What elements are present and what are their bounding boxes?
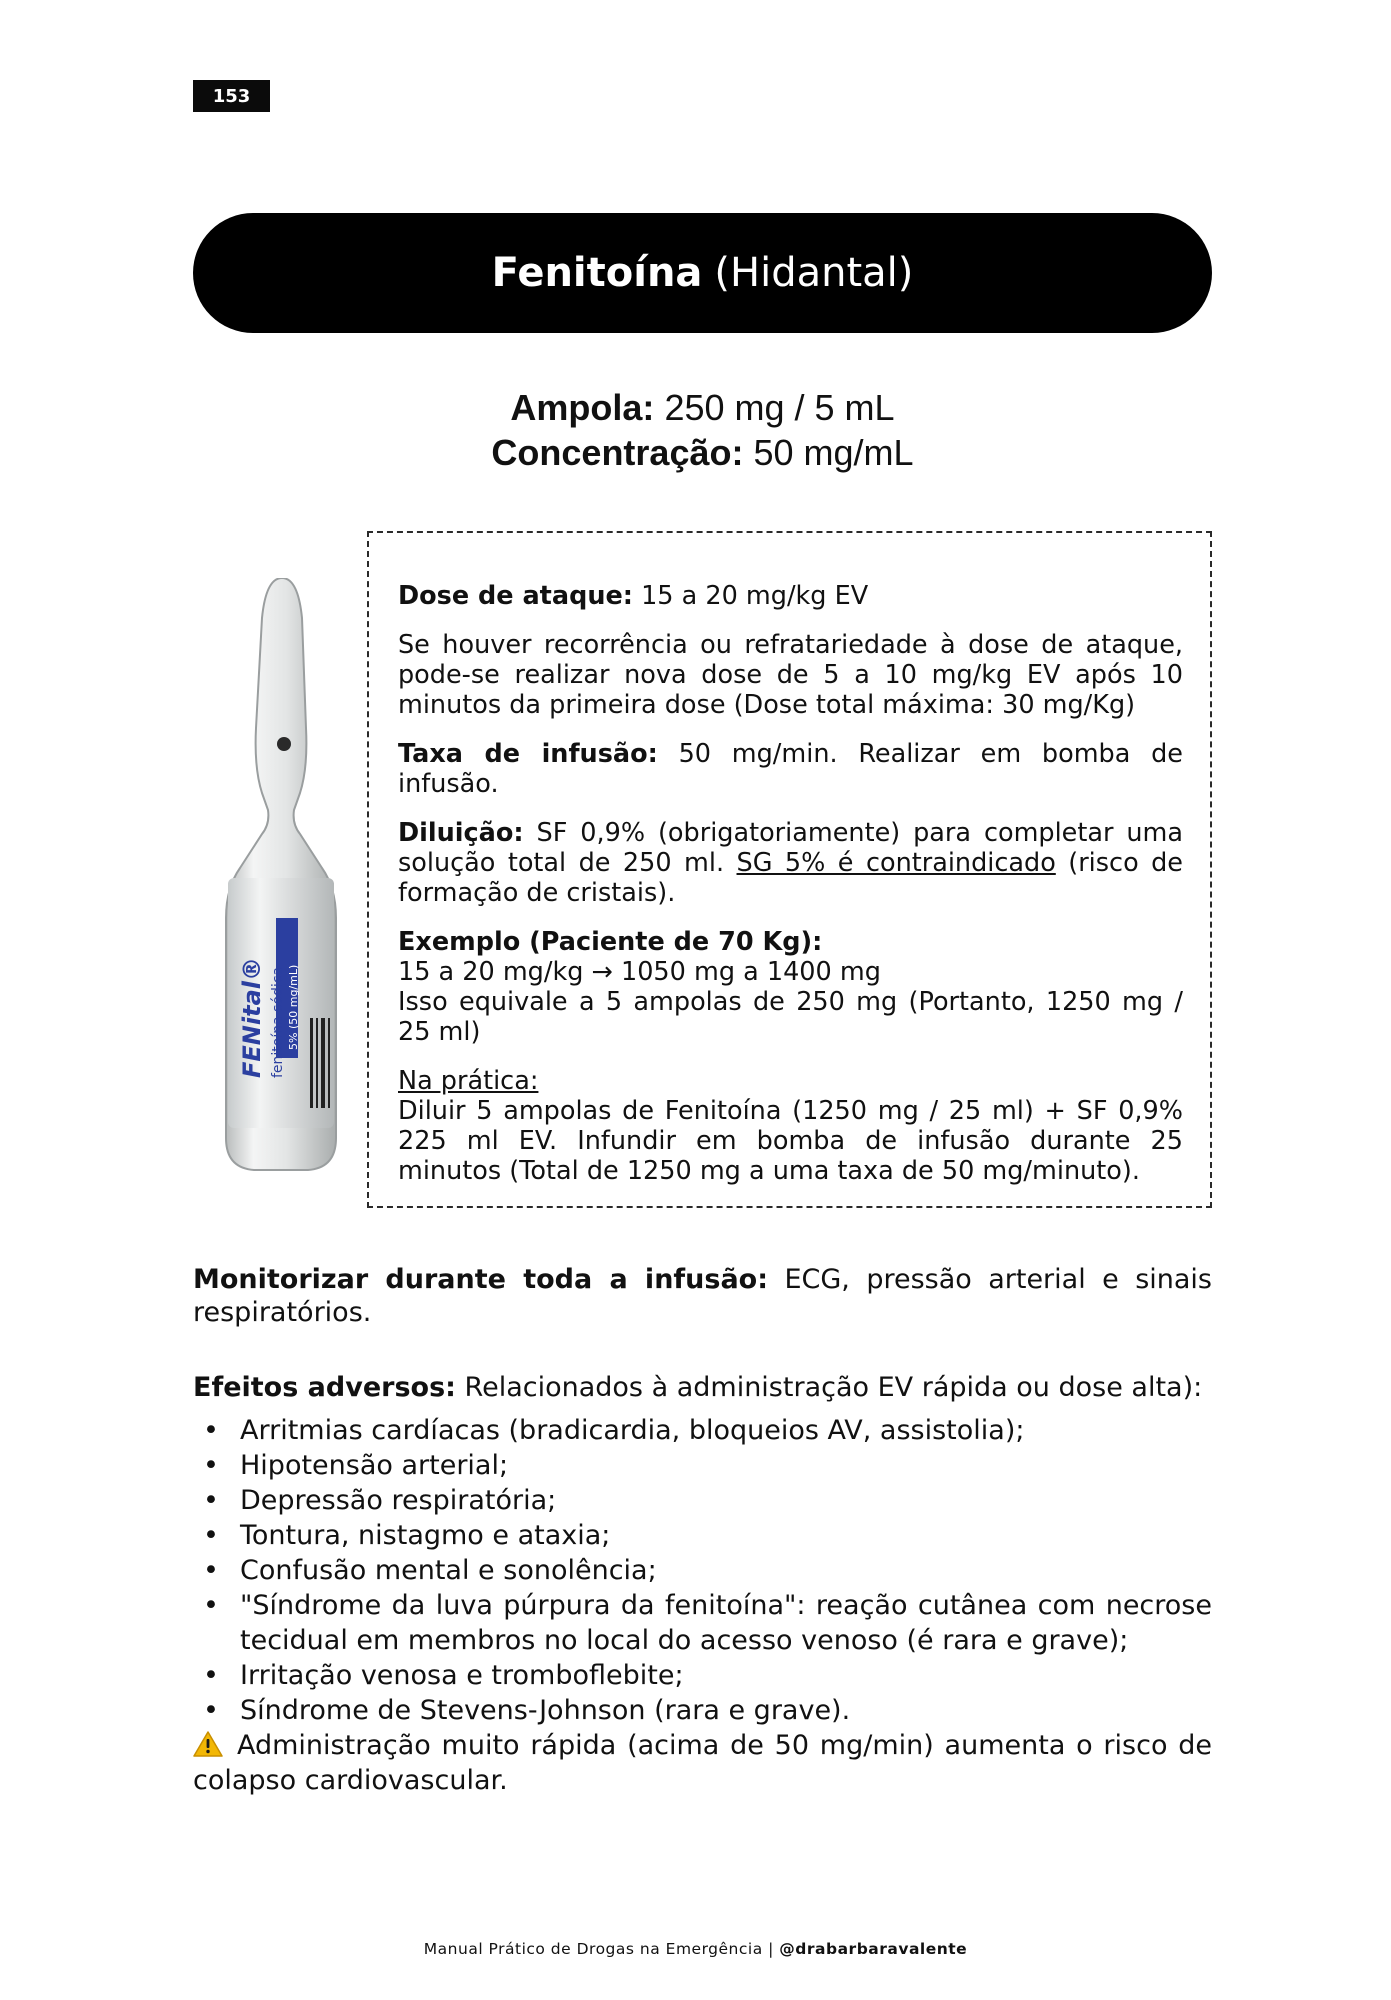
loading-dose-label: Dose de ataque: <box>398 581 633 611</box>
bullet: • <box>203 1450 219 1481</box>
bullet: • <box>203 1660 219 1691</box>
monitoring-label: Monitorizar durante toda a infusão: <box>193 1264 769 1295</box>
list-item-text: Depressão respiratória; <box>240 1485 557 1516</box>
ampoule-label: Ampola: <box>510 387 655 428</box>
bullet: • <box>203 1695 219 1726</box>
dilution-warning: SG 5% é contraindicado <box>736 848 1056 878</box>
list-item <box>193 1448 1212 1483</box>
brand-name: (Hidantal) <box>714 250 914 296</box>
vial-strength: 5% (50 mg/mL) <box>287 964 300 1050</box>
list-item-text: Hipotensão arterial; <box>240 1450 509 1481</box>
page-title <box>193 213 1212 333</box>
list-item <box>193 1518 1212 1553</box>
list-item-text: "Síndrome da luva púrpura da fenitoína": reação cutânea com necrose tecidual em membros no local do acesso venoso (é rara e grave); <box>240 1590 1212 1656</box>
list-item-text: Síndrome de Stevens-Johnson (rara e grave). <box>240 1695 851 1726</box>
monitoring-text: ECG, pressão arterial e sinais respiratórios. <box>193 1264 1212 1328</box>
loading-dose <box>398 581 1183 611</box>
adverse-label: Efeitos adversos: <box>193 1372 456 1403</box>
practice-label: Na prática: <box>398 1066 539 1096</box>
practice-text: Diluir 5 ampolas de Fenitoína (1250 mg / 25 ml) + SF 0,9% 225 ml EV. Infundir em bomba de infusão durante 25 minutos (Total de 1250 mg a uma taxa de 50 mg/minuto). <box>398 1096 1183 1186</box>
ampoule-dot <box>277 737 291 751</box>
ampoule-image <box>210 578 350 1173</box>
footer <box>0 1940 1391 1958</box>
warning-icon <box>193 1731 223 1757</box>
warning-note <box>193 1728 1212 1798</box>
list-item <box>193 1413 1212 1448</box>
loading-dose-value: 15 a 20 mg/kg EV <box>641 581 869 611</box>
practice <box>398 1066 1183 1186</box>
infusion-rate <box>398 739 1183 799</box>
bullet: • <box>203 1555 219 1586</box>
bullet: • <box>203 1590 219 1621</box>
list-item <box>193 1553 1212 1588</box>
footer-handle: @drabarbaravalente <box>779 1940 968 1958</box>
example-line-2: Isso equivale a 5 ampolas de 250 mg (Portanto, 1250 mg / 25 ml) <box>398 987 1183 1047</box>
list-item <box>193 1658 1212 1693</box>
list-item <box>193 1693 1212 1728</box>
concentration-label: Concentração: <box>491 432 744 473</box>
dilution-label: Diluição: <box>398 818 524 848</box>
dosage-box <box>367 531 1212 1208</box>
adverse-intro-text: Relacionados à administração EV rápida ou dose alta): <box>464 1372 1203 1403</box>
list-item-text: Confusão mental e sonolência; <box>240 1555 657 1586</box>
ampoule-value: 250 mg / 5 mL <box>664 387 895 428</box>
adverse-intro <box>193 1370 1212 1405</box>
bullet: • <box>203 1485 219 1516</box>
recurrence-note: Se houver recorrência ou refratariedade à dose de ataque, pode-se realizar nova dose de 5 a 10 mg/kg EV após 10 minutos da primeira dose (Dose total máxima: 30 mg/Kg) <box>398 630 1183 720</box>
list-item-text: Tontura, nistagmo e ataxia; <box>240 1520 611 1551</box>
bullet: • <box>203 1520 219 1551</box>
adverse-list <box>193 1413 1212 1728</box>
footer-text: Manual Prático de Drogas na Emergência | <box>423 1940 774 1958</box>
example-label: Exemplo (Paciente de 70 Kg): <box>398 927 823 957</box>
drug-name: Fenitoína <box>491 250 703 296</box>
ampoule-line <box>193 385 1212 430</box>
vial-brand: FENital® <box>238 957 266 1078</box>
example-line-1: 15 a 20 mg/kg → 1050 mg a 1400 mg <box>398 957 881 987</box>
dilution <box>398 818 1183 908</box>
concentration-line <box>193 430 1212 475</box>
list-item-text: Arritmias cardíacas (bradicardia, bloqueios AV, assistolia); <box>240 1415 1025 1446</box>
dilution-reason: (risco de formação de cristais). <box>398 848 1183 908</box>
presentation-summary <box>193 385 1212 475</box>
page-number: 153 <box>193 80 270 112</box>
monitoring <box>193 1263 1212 1329</box>
list-item <box>193 1588 1212 1658</box>
warning-text: Administração muito rápida (acima de 50 mg/min) aumenta o risco de colapso cardiovascular. <box>193 1730 1212 1796</box>
adverse-effects <box>193 1370 1212 1798</box>
infusion-rate-label: Taxa de infusão: <box>398 739 658 769</box>
dilution-text: SF 0,9% (obrigatoriamente) para completar uma solução total de 250 ml. <box>398 818 1184 878</box>
example <box>398 927 1183 1047</box>
vial-generic: fenitoína sódica <box>270 966 286 1078</box>
bullet: • <box>203 1415 219 1446</box>
list-item <box>193 1483 1212 1518</box>
concentration-value: 50 mg/mL <box>753 432 914 473</box>
infusion-rate-value: 50 mg/min. Realizar em bomba de infusão. <box>398 739 1183 799</box>
list-item-text: Irritação venosa e tromboflebite; <box>240 1660 684 1691</box>
